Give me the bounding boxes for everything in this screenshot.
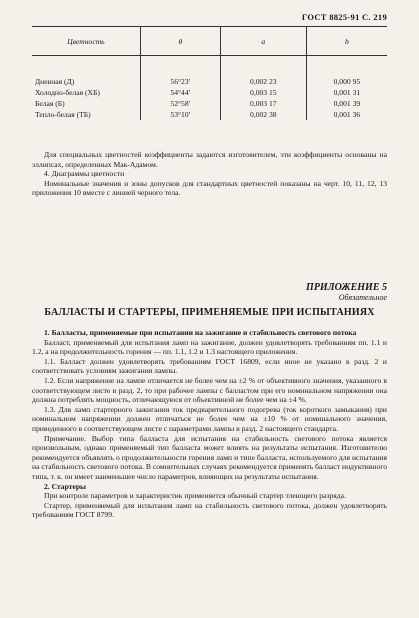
table-cell: 0,003 17 bbox=[220, 98, 306, 109]
page-header: ГОСТ 8825-91 С. 219 bbox=[301, 12, 387, 22]
table-cell: 54°44′ bbox=[140, 87, 220, 98]
paragraph: При контроле параметров и характеристик применяется обычный стартер тлеющего разряда. bbox=[44, 491, 346, 501]
paragraph: 1.3. Для ламп стартерного зажигания ток предварительного подогрева (ток короткого замыкания) при номинальном напряжении должен отличаться не более чем на ±10 % от номинального значения, приведенного в соответствующем листе с параметрами лампы в разд. 2 настоящего стандарта. bbox=[32, 404, 387, 433]
table-cell: 0,001 31 bbox=[306, 87, 387, 98]
section-heading: 1. Балласты, применяемые при испытании на зажигание и стабильность светового потока bbox=[44, 328, 357, 337]
table-cell: 0,002 23 bbox=[220, 56, 306, 88]
paragraph: Номинальные значения и зоны допусков для стандартных цветностей показаны на черт. 10, 11, 12, 13 приложения 10 вместе с линией черного тела. bbox=[32, 178, 387, 198]
chromaticity-table bbox=[32, 26, 387, 120]
table-cell: 56°23′ bbox=[140, 56, 220, 88]
section-heading: 4. Диаграммы цветности bbox=[44, 169, 125, 179]
note-paragraph: Примечание. Выбор типа балласта для испытания на стабильность светового потока является произвольным, однако применяемый тип балласта может влиять на результаты испытания. Изготовителю рекомендуется объявлять о продолжительности горения ламп и типе балласта, используемого для испытания на стабильность светового потока. В сомнительных случаях рекомендуется применять балласт индуктивного типа, т. к. он имеет наименьшее число параметров, влияющих на результаты испытания. bbox=[32, 433, 387, 481]
table-cell: Холодно-белая (ХБ) bbox=[35, 88, 100, 97]
appendix-subtitle: Обязательное bbox=[338, 293, 387, 302]
table-header: Цветность bbox=[32, 27, 140, 56]
paragraph: Для специальных цветностей коэффициенты задаются изготовителем, эти коэффициенты основаны на эллипсах, определенных Мак-Адамом. bbox=[32, 150, 387, 169]
table-cell: 0,001 39 bbox=[306, 98, 387, 109]
table-cell: 53°10′ bbox=[140, 109, 220, 120]
page-title: БАЛЛАСТЫ И СТАРТЕРЫ, ПРИМЕНЯЕМЫЕ ПРИ ИСПЫТАНИЯХ bbox=[44, 307, 375, 318]
paragraph: 1.1. Балласт должен удовлетворять требованиям ГОСТ 16809, если иное не указано в разд. 2 и соответствовать условиям зажигания лампы. bbox=[32, 356, 387, 376]
table-header: θ bbox=[140, 27, 220, 56]
table-row bbox=[32, 56, 387, 88]
text-block-chromaticity bbox=[32, 150, 387, 198]
table-row bbox=[32, 87, 387, 98]
table-cell: 0,001 36 bbox=[306, 109, 387, 120]
table-cell: Дневная (Д) bbox=[35, 77, 75, 86]
text-block-ballasts bbox=[32, 328, 387, 520]
section-heading: 2. Стартеры bbox=[44, 481, 86, 491]
table-header: a bbox=[220, 27, 306, 56]
table-cell: 0,002 38 bbox=[220, 109, 306, 120]
paragraph: 1.2. Если напряжение на лампе отличается не более чем на ±2 % от объективного значения, указанного в соответствующем листе в разд. 2, то при рабочее лампы с балластом при его номинальном напряжении она должна потреблять мощность, отличающуюся от объективной не более чем на ±4 %. bbox=[32, 375, 387, 405]
paragraph: Стартер, применяемый для испытания ламп на стабильность светового потока, должен удовлетворять требованиям ГОСТ 8799. bbox=[32, 500, 387, 520]
appendix-label bbox=[306, 282, 387, 302]
table-header-row bbox=[32, 27, 387, 56]
table-cell: 0,003 15 bbox=[220, 87, 306, 98]
table-cell: Белая (Б) bbox=[35, 99, 65, 108]
table-header: b bbox=[306, 27, 387, 56]
table-row bbox=[32, 109, 387, 120]
table-cell: 52°58′ bbox=[140, 98, 220, 109]
appendix-title: ПРИЛОЖЕНИЕ 5 bbox=[306, 282, 387, 293]
paragraph: Балласт, применяемый для испытания ламп на зажигание, должен удовлетворять требованиям пп. 1.1 и 1.2, а на продолжительность горения — пп. 1.1, 1.2 и 1.3 настоящего приложения. bbox=[32, 337, 387, 357]
table-row bbox=[32, 98, 387, 109]
table-cell: Тепло-белая (ТБ) bbox=[35, 110, 91, 119]
table-cell: 0,000 95 bbox=[306, 56, 387, 88]
